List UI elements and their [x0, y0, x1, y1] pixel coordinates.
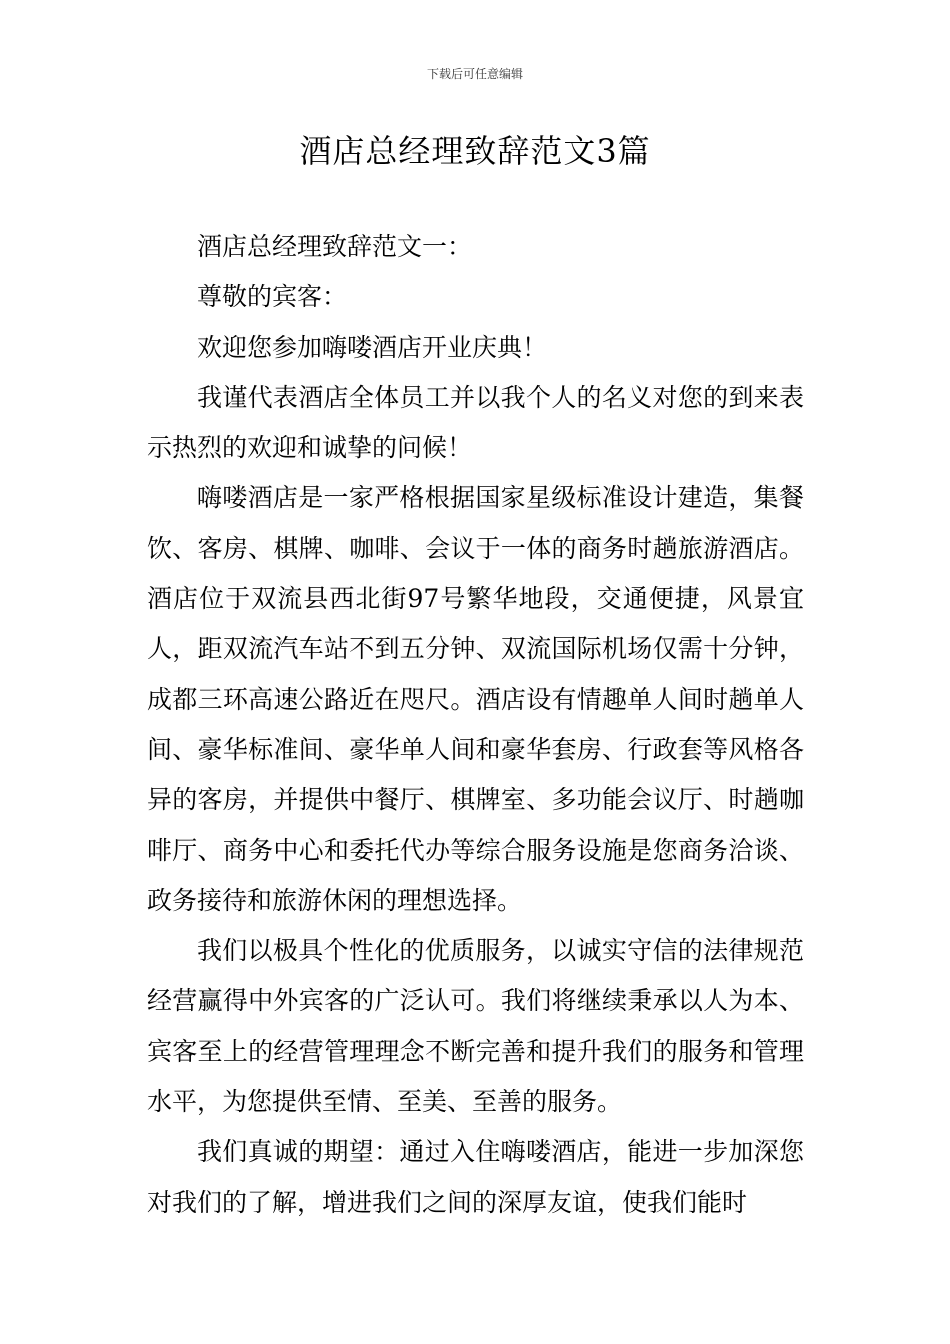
- document-title: 酒店总经理致辞范文3篇: [299, 132, 651, 170]
- paragraph-greeting: 我谨代表酒店全体员工并以我个人的名义对您的到来表示热烈的欢迎和诚挚的问候！: [147, 382, 804, 463]
- paragraph-salutation: 尊敬的宾客：: [197, 282, 348, 312]
- header-note: 下载后可任意编辑: [426, 67, 523, 81]
- paragraph-welcome: 欢迎您参加嗨喽酒店开业庆典！: [197, 332, 548, 362]
- paragraph-expectation: 我们真诚的期望：通过入住嗨喽酒店，能进一步加深您对我们的了解，增进我们之间的深厚友谊，使我们能时: [147, 1137, 804, 1217]
- paragraph-service: 我们以极具个性化的优质服务，以诚实守信的法律规范经营赢得中外宾客的广泛认可。我们将继续秉承以人为本、宾客至上的经营管理理念不断完善和提升我们的服务和管理水平，为您提供至情、至美、至善的服务。: [147, 936, 804, 1117]
- paragraph-hotel-intro: 嗨喽酒店是一家严格根据国家星级标准设计建造，集餐饮、客房、棋牌、咖啡、会议于一体的商务时趟旅游酒店。酒店位于双流县西北街97号繁华地段，交通便捷，风景宜人，距双流汽车站不到五分钟、双流国际机场仅需十分钟，成都三环高速公路近在咫尺。酒店设有情趣单人间时趟单人间、豪华标准间、豪华单人间和豪华套房、行政套等风格各异的客房，并提供中餐厅、棋牌室、多功能会议厅、时趟咖啡厅、商务中心和委托代办等综合服务设施是您商务洽谈、政务接待和旅游休闲的理想选择。: [147, 483, 804, 915]
- paragraph-section-heading: 酒店总经理致辞范文一：: [197, 232, 473, 261]
- document-body: [147, 222, 804, 1228]
